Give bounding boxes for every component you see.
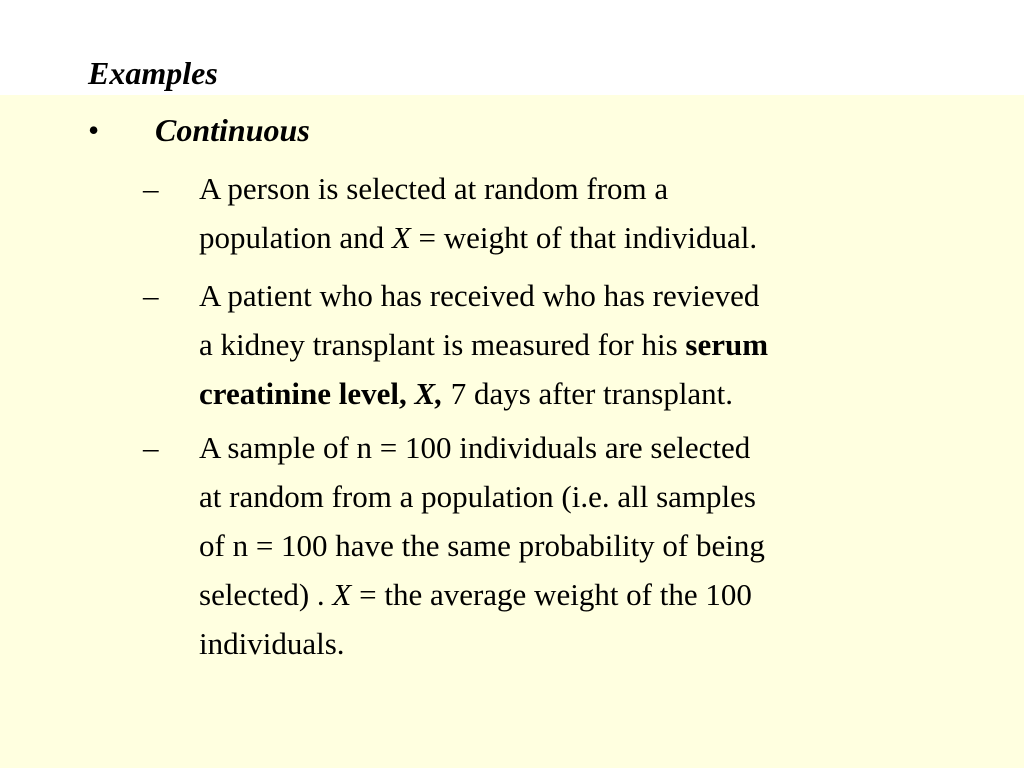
text-line: A person is selected at random from a (199, 171, 669, 206)
bullet-label: Continuous (155, 112, 310, 148)
emphasis-text: serum (685, 327, 769, 362)
text-segment: a kidney transplant is measured for his (199, 327, 686, 362)
slide-title: Examples (88, 55, 218, 91)
text-segment: population and (199, 220, 392, 255)
text-line (199, 369, 939, 418)
example-text-2 (199, 271, 939, 418)
variable-x: X (332, 577, 352, 612)
text-line (199, 570, 939, 619)
dash-mark: – (143, 430, 159, 465)
emphasis-text: creatinine level, (199, 376, 415, 411)
text-segment: = weight of that individual. (410, 220, 758, 255)
text-line (199, 320, 939, 369)
text-line (199, 213, 939, 262)
variable-x: X (391, 220, 411, 255)
text-segment: = the average weight of the 100 (351, 577, 752, 612)
text-line: of n = 100 have the same probability of being (199, 528, 765, 563)
example-text-1 (199, 164, 939, 262)
text-line: A sample of n = 100 individuals are selected (199, 430, 751, 465)
text-line: A patient who has received who has revieved (199, 278, 760, 313)
variable-x: X, (414, 376, 443, 411)
dash-mark: – (143, 171, 159, 206)
example-text-3 (199, 423, 939, 668)
text-line: at random from a population (i.e. all samples (199, 479, 756, 514)
text-segment: selected) . (199, 577, 333, 612)
bullet-mark: • (88, 112, 100, 148)
dash-mark: – (143, 278, 159, 313)
text-line: individuals. (199, 626, 345, 661)
text-segment: 7 days after transplant. (442, 376, 734, 411)
